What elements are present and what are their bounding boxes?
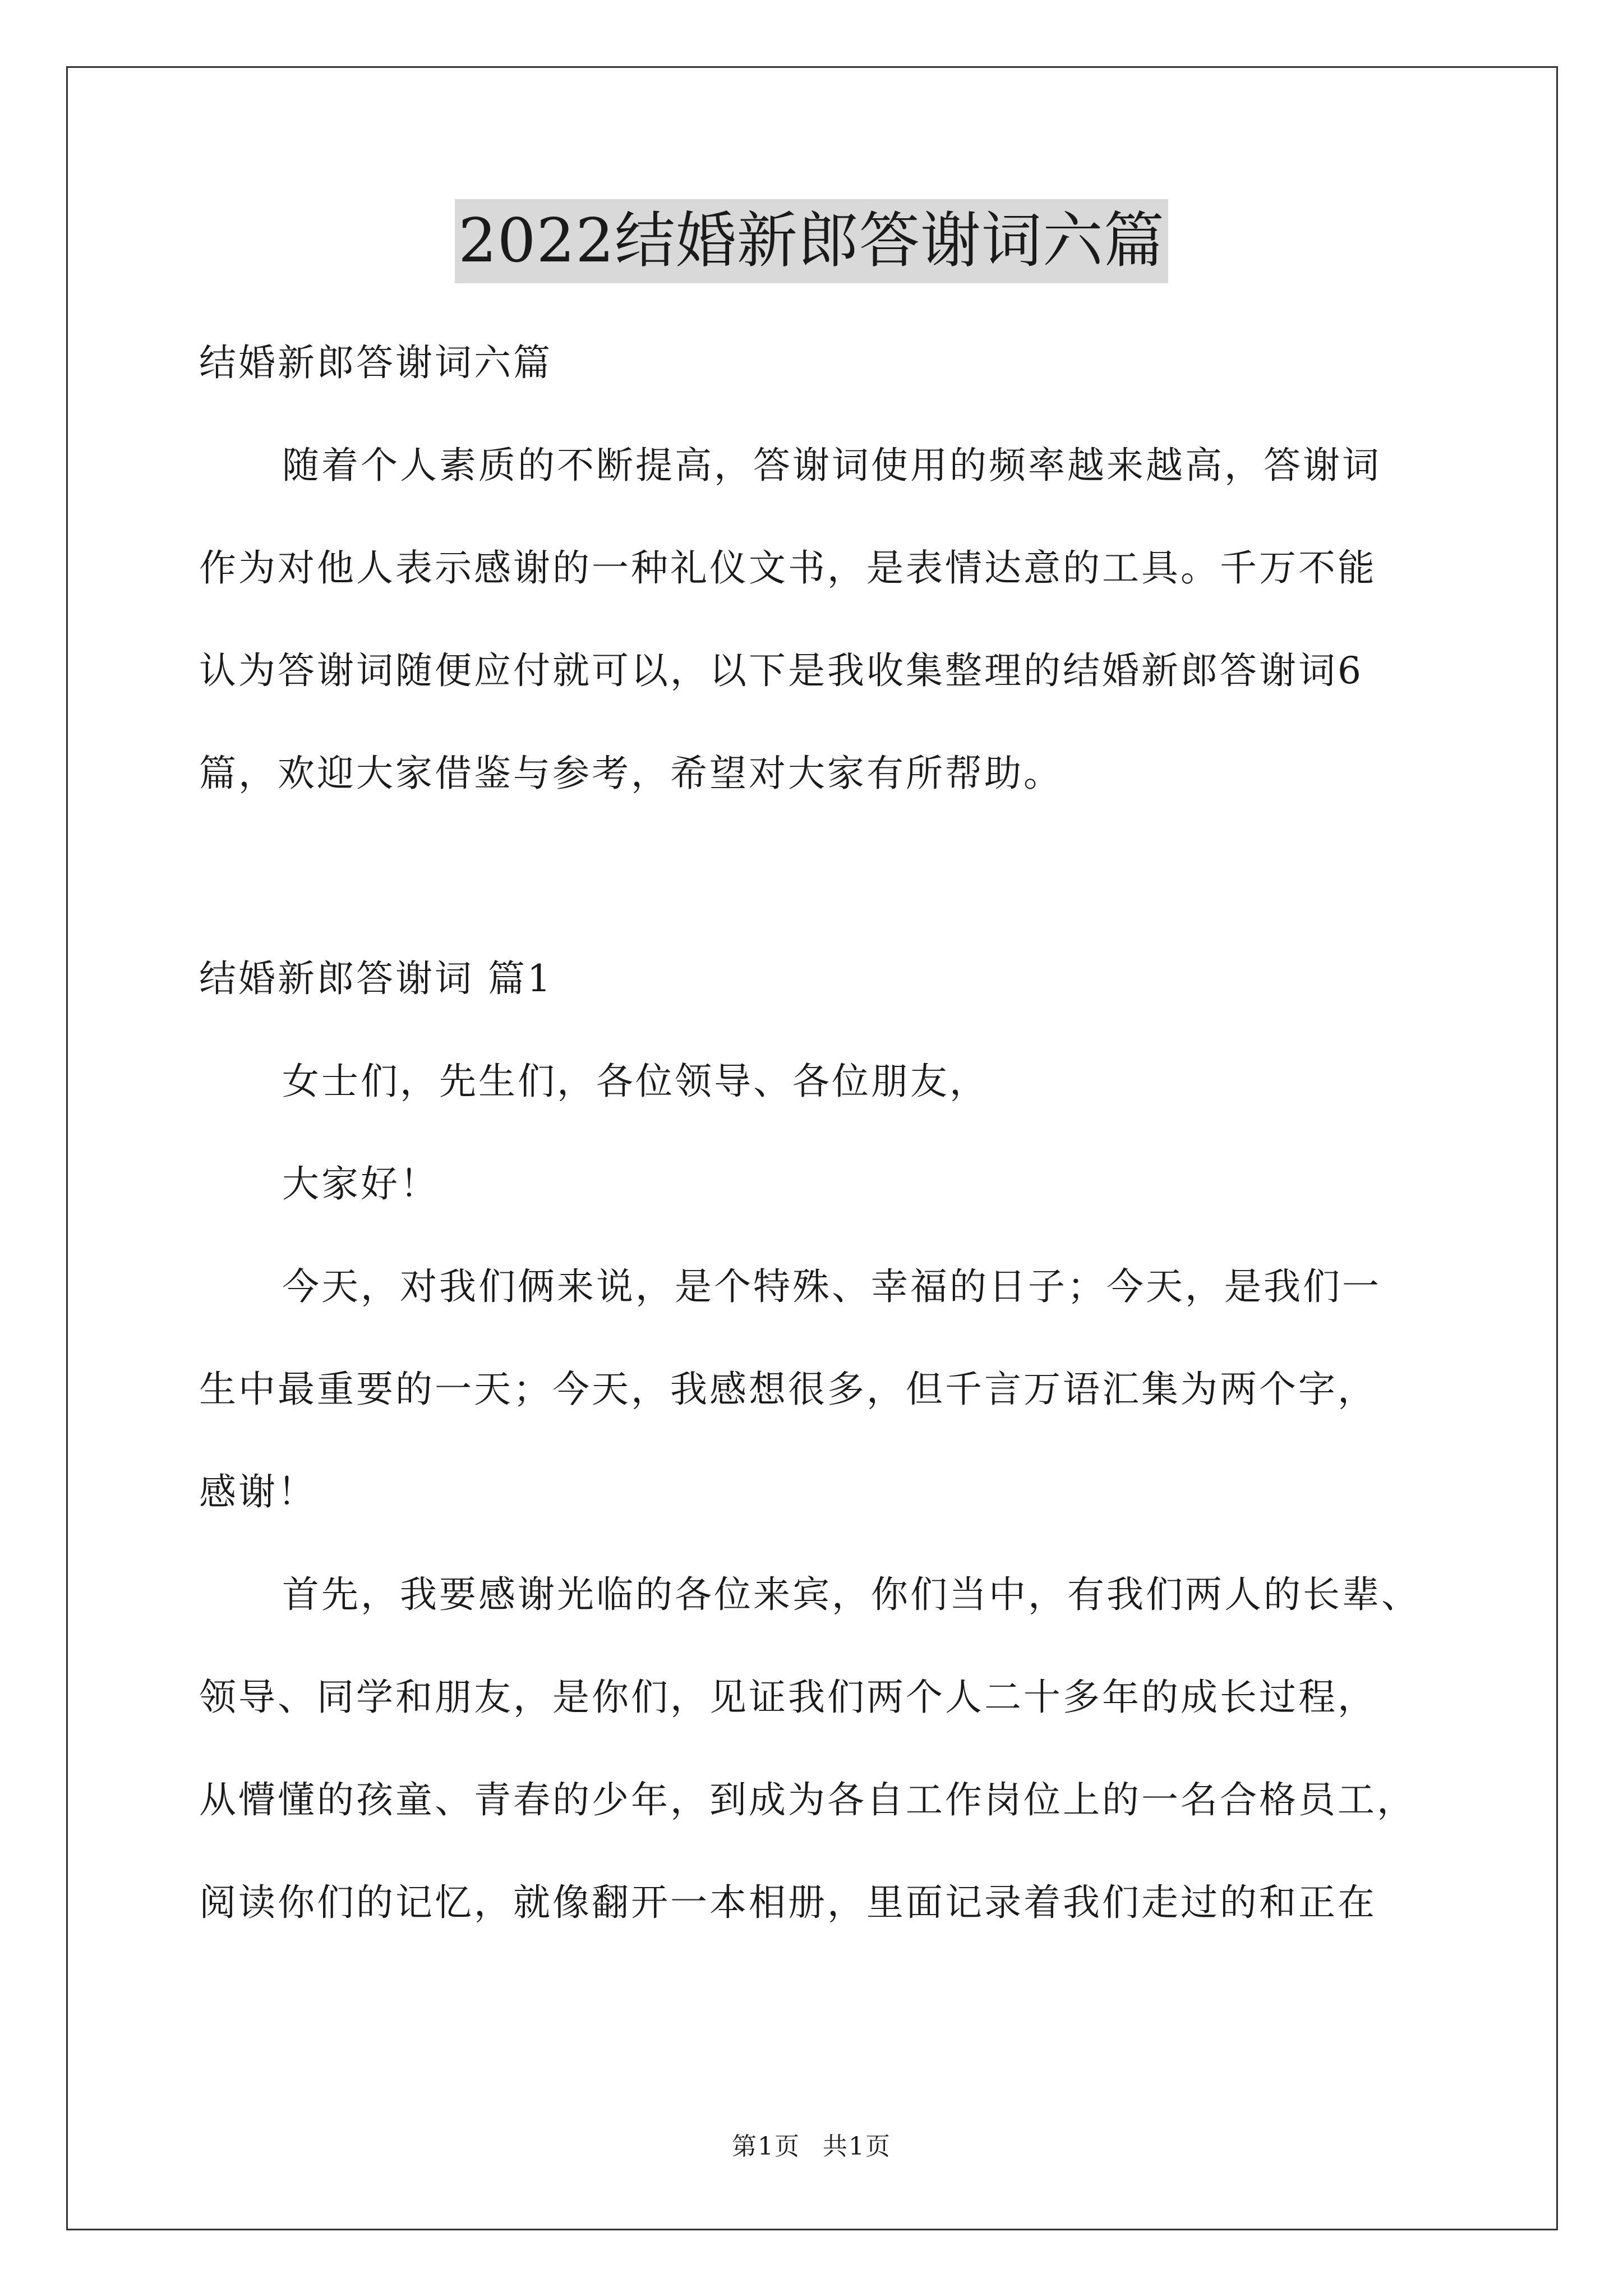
page-number-total: 共1页 xyxy=(823,2132,891,2161)
page-footer xyxy=(0,2126,1623,2162)
blank-line xyxy=(199,825,1489,927)
paragraph-line: 女士们，先生们，各位领导、各位朋友， xyxy=(282,1060,989,1103)
paragraph-line: 领导、同学和朋友，是你们，见证我们两个人二十多年的成长过程， xyxy=(199,1676,1377,1719)
paragraph-line: 首先，我要感谢光临的各位来宾，你们当中，有我们两人的长辈、 xyxy=(282,1573,1421,1616)
section-heading: 结婚新郎答谢词六篇 xyxy=(199,341,552,384)
paragraph-line: 阅读你们的记忆，就像翻开一本相册，里面记录着我们走过的和正在 xyxy=(199,1881,1377,1924)
paragraph-line: 从懵懂的孩童、青春的少年，到成为各自工作岗位上的一名合格员工， xyxy=(199,1778,1416,1821)
paragraph-line: 篇，欢迎大家借鉴与参考，希望对大家有所帮助。 xyxy=(199,752,1063,795)
paragraph-line: 今天，对我们俩来说，是个特殊、幸福的日子；今天，是我们一 xyxy=(282,1265,1381,1308)
document-body xyxy=(199,311,1489,1954)
paragraph-line: 认为答谢词随便应付就可以，以下是我收集整理的结婚新郎答谢词6 xyxy=(199,649,1363,692)
paragraph-line: 大家好！ xyxy=(282,1162,439,1205)
page-number-current: 第1页 xyxy=(732,2132,800,2161)
paragraph-line: 生中最重要的一天；今天，我感想很多，但千言万语汇集为两个字， xyxy=(199,1368,1377,1411)
document-title: 2022结婚新郎答谢词六篇 xyxy=(455,199,1168,283)
section-heading: 结婚新郎答谢词 篇1 xyxy=(199,957,553,1000)
paragraph-line: 随着个人素质的不断提高，答谢词使用的频率越来越高，答谢词 xyxy=(282,444,1381,487)
paragraph-line: 感谢！ xyxy=(199,1470,317,1513)
title-container xyxy=(0,199,1623,283)
paragraph-line: 作为对他人表示感谢的一种礼仪文书，是表情达意的工具。千万不能 xyxy=(199,546,1377,590)
